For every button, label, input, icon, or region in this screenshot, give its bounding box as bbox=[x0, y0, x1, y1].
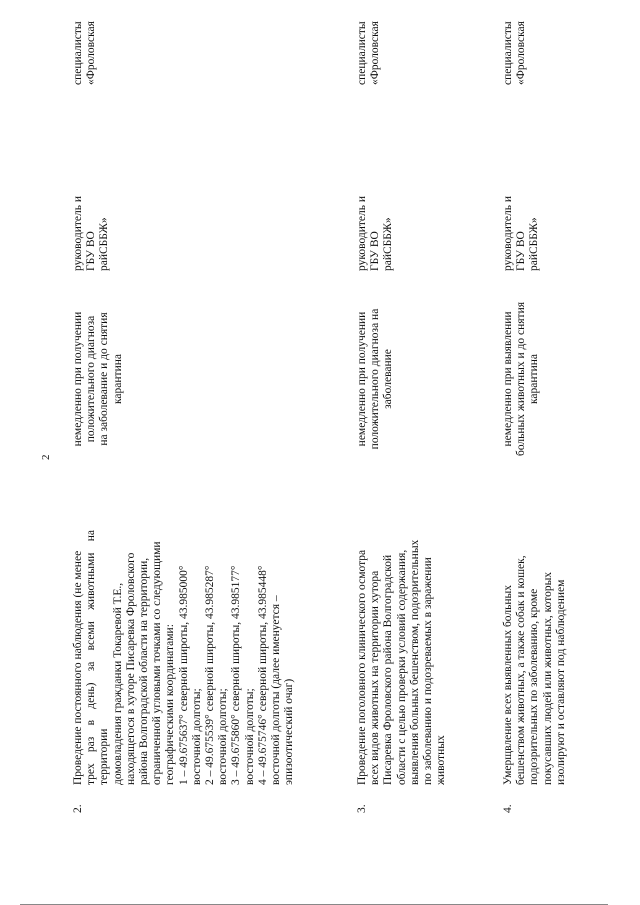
text-line: эпизоотический очаг) bbox=[283, 678, 296, 785]
text-line: ограниченной угловыми точками со следующими bbox=[151, 541, 164, 785]
text-line: специалисты bbox=[502, 21, 514, 85]
text-line: восточной долготы; bbox=[243, 688, 256, 785]
text-line: специалисты bbox=[72, 21, 84, 85]
text-line: 2 – 49.675539° северной широты, 43.985287° bbox=[204, 565, 217, 785]
text-line: карантина bbox=[528, 354, 541, 404]
text-line: 4 – 49.675746° северной широты, 43.985448° bbox=[256, 565, 269, 785]
text-line: положительного диагноза на bbox=[369, 308, 382, 450]
text-line: домовладения гражданки Токаревой Т.Е., bbox=[111, 582, 124, 785]
text-line: Умерщвление всех выявленных больных bbox=[502, 584, 514, 785]
text-line: райСББЖ» bbox=[528, 217, 541, 271]
row-number: 2. bbox=[72, 804, 84, 813]
text-line: восточной долготы; bbox=[190, 688, 203, 785]
text-line: немедленно при выявлении bbox=[502, 311, 514, 447]
responsible-cont-cell bbox=[72, 5, 98, 85]
text-line: восточной долготы (далее именуется – bbox=[270, 595, 283, 785]
text-line: райСББЖ» bbox=[98, 217, 111, 271]
text-line: изолируют и оставляют под наблюдением bbox=[554, 579, 567, 785]
text-line: ГБУ ВО bbox=[85, 231, 98, 271]
text-line: всех видов животных на территории хутора bbox=[369, 570, 382, 785]
text-line: животных bbox=[435, 735, 448, 785]
text-line: «Фроловская bbox=[369, 21, 382, 85]
text-line: немедленно при получении bbox=[356, 311, 368, 447]
responsible-cont-cell bbox=[502, 5, 528, 85]
text-line: Проведение постоянного наблюдения (не менее bbox=[72, 550, 84, 785]
text-line: «Фроловская bbox=[85, 21, 98, 85]
text-line: по заболеванию и подозреваемых в заражении bbox=[422, 557, 435, 785]
text-line: руководитель и bbox=[502, 195, 514, 271]
text-line: райСББЖ» bbox=[382, 217, 395, 271]
text-line: на заболевание и до снятия bbox=[98, 312, 111, 446]
responsible-cell bbox=[72, 81, 112, 271]
page-number: 2 bbox=[40, 454, 52, 460]
text-line: области с целью проверки условий содержания, bbox=[395, 549, 408, 785]
responsible-cell bbox=[502, 81, 542, 271]
text-line: 3 – 49.675860° северной широты, 43.985177° bbox=[230, 565, 243, 785]
text-line: подозрительных по заболеванию, кроме bbox=[528, 588, 541, 785]
text-line: находящегося в хуторе Писаревка Фроловского bbox=[124, 552, 137, 785]
text-line: ГБУ ВО bbox=[369, 231, 382, 271]
text-line: положительного диагноза bbox=[85, 315, 98, 443]
text-line: «Фроловская bbox=[515, 21, 528, 85]
text-line: района Волгоградской области на территории, bbox=[138, 557, 151, 785]
text-line: Проведение поголовного клинического осмотра bbox=[356, 549, 368, 785]
text-line: восточной долготы; bbox=[217, 688, 230, 785]
text-line: Писаревка Фроловского района Волгоградской bbox=[382, 554, 395, 785]
text-line: выявления больных бешенством, подозрительных bbox=[408, 539, 421, 785]
text-line: бешенством животных, а также собак и кошек, bbox=[515, 555, 528, 785]
row-number: 4. bbox=[502, 804, 514, 813]
text-line: географическими координатами: bbox=[164, 624, 177, 785]
text-line: заболевание bbox=[382, 349, 395, 409]
measure-cell bbox=[356, 530, 448, 785]
deadline-cell bbox=[356, 287, 396, 471]
text-line: руководитель и bbox=[356, 195, 368, 271]
text-line: специалисты bbox=[356, 21, 368, 85]
row-number: 3. bbox=[356, 804, 368, 813]
text-line: руководитель и bbox=[72, 195, 84, 271]
measure-cell bbox=[502, 530, 568, 785]
text-line: карантина bbox=[111, 354, 124, 404]
text-line: покусавших людей или животных, которых bbox=[541, 571, 554, 785]
text-line: немедленно при получении bbox=[72, 311, 84, 447]
text-line: 1 – 49.675637° северной широты, 43.985000° bbox=[177, 565, 190, 785]
responsible-cell bbox=[356, 81, 396, 271]
deadline-cell bbox=[502, 287, 542, 471]
text-line: больных животных и до снятия bbox=[515, 301, 528, 457]
text-line: ГБУ ВО bbox=[515, 231, 528, 271]
deadline-cell bbox=[72, 287, 125, 471]
measure-cell bbox=[72, 527, 296, 785]
text-line: трех раз в день) за всеми животными на территории bbox=[85, 527, 111, 785]
responsible-cont-cell bbox=[356, 5, 382, 85]
